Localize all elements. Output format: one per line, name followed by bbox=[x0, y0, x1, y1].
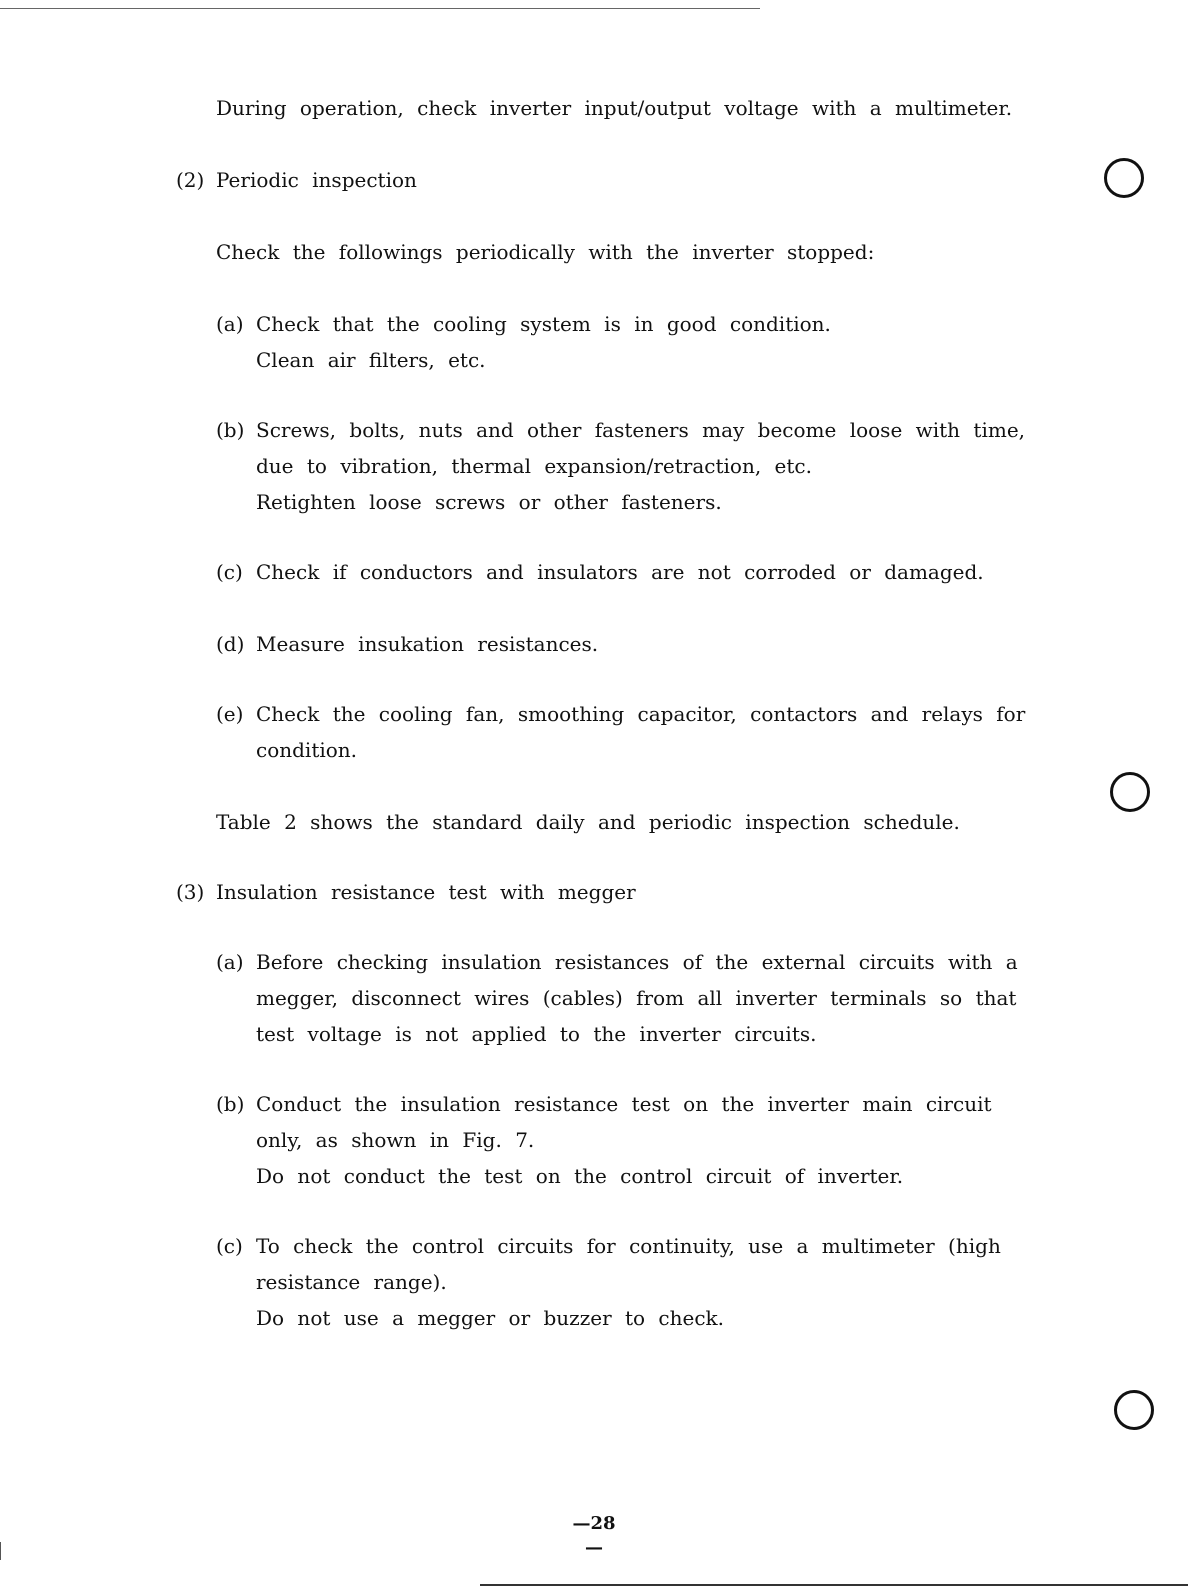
section3-item-c-line-2: resistance range). bbox=[256, 1270, 447, 1294]
section3-item-a-marker: (a) bbox=[216, 950, 244, 974]
bottom-rule bbox=[480, 1584, 1188, 1586]
section2-item-b-line-3: Retighten loose screws or other fasteners. bbox=[256, 490, 722, 514]
section3-item-a-line-2: megger, disconnect wires (cables) from all inverter terminals so that bbox=[256, 986, 1017, 1010]
section3-item-a-line-3: test voltage is not applied to the inverter circuits. bbox=[256, 1022, 817, 1046]
section3-item-c-marker: (c) bbox=[216, 1234, 243, 1258]
section2-item-a-marker: (a) bbox=[216, 312, 244, 336]
section3-item-b-line-1: Conduct the insulation resistance test on the inverter main circuit bbox=[256, 1092, 992, 1116]
section3-number: (3) bbox=[176, 880, 205, 904]
section3-item-b-marker: (b) bbox=[216, 1092, 245, 1116]
page-number: —28— bbox=[572, 1513, 616, 1558]
section2-item-d-line-1: Measure insukation resistances. bbox=[256, 632, 599, 656]
section2-title: Periodic inspection bbox=[216, 168, 417, 192]
section2-number: (2) bbox=[176, 168, 205, 192]
section2-lead: Check the followings periodically with the inverter stopped: bbox=[216, 240, 875, 264]
section3-title: Insulation resistance test with megger bbox=[216, 880, 636, 904]
section3-item-c-line-1: To check the control circuits for continuity, use a multimeter (high bbox=[256, 1234, 1001, 1258]
binder-hole-middle bbox=[1110, 772, 1150, 812]
section2-item-d-marker: (d) bbox=[216, 632, 245, 656]
scan-edge-mark bbox=[0, 1542, 1, 1560]
section3-item-a-line-1: Before checking insulation resistances of the external circuits with a bbox=[256, 950, 1018, 974]
top-rule bbox=[0, 8, 760, 9]
section3-item-c-line-3: Do not use a megger or buzzer to check. bbox=[256, 1306, 725, 1330]
binder-hole-bottom bbox=[1114, 1390, 1154, 1430]
section2-item-e-line-1: Check the cooling fan, smoothing capacitor, contactors and relays for bbox=[256, 702, 1026, 726]
section2-item-a-line-1: Check that the cooling system is in good condition. bbox=[256, 312, 831, 336]
binder-hole-top bbox=[1104, 158, 1144, 198]
section2-item-c-marker: (c) bbox=[216, 560, 243, 584]
section2-item-a-line-2: Clean air filters, etc. bbox=[256, 348, 486, 372]
section2-item-b-marker: (b) bbox=[216, 418, 245, 442]
section3-item-b-line-2: only, as shown in Fig. 7. bbox=[256, 1128, 535, 1152]
section2-item-b-line-2: due to vibration, thermal expansion/retraction, etc. bbox=[256, 454, 812, 478]
section2-closing: Table 2 shows the standard daily and periodic inspection schedule. bbox=[216, 810, 960, 834]
section2-item-e-line-2: condition. bbox=[256, 738, 358, 762]
section2-item-c-line-1: Check if conductors and insulators are not corroded or damaged. bbox=[256, 560, 984, 584]
intro-text: During operation, check inverter input/output voltage with a multimeter. bbox=[216, 96, 1013, 120]
section3-item-b-line-3: Do not conduct the test on the control circuit of inverter. bbox=[256, 1164, 904, 1188]
section2-item-b-line-1: Screws, bolts, nuts and other fasteners may become loose with time, bbox=[256, 418, 1026, 442]
section2-item-e-marker: (e) bbox=[216, 702, 244, 726]
